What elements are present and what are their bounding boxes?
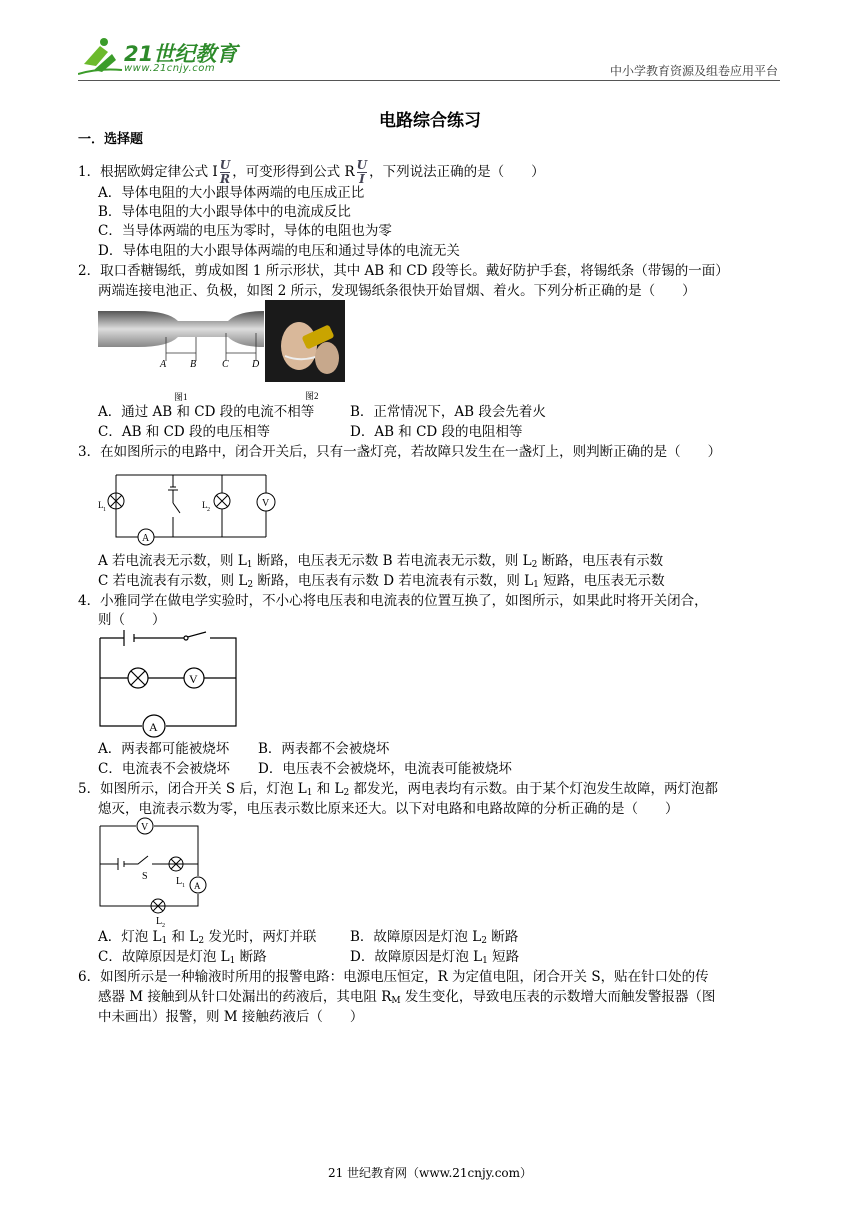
q3-l2-label: L [202,500,208,510]
q2-stem-1: 2．取口香糖锡纸，剪成如图 1 所示形状，其中 AB 和 CD 段等长。戴好防护手套，将锡纸条（带锡的一面） [78,263,729,279]
q3-options-row-2: C 若电流表有示数，则 $L_2$ 断路，电压表有示数 D 若电流表有示数，则 $L_1$ 短路，电压表无示数 [98,573,665,590]
q5-circuit-diagram [98,816,214,928]
section-heading: 一．选择题 [78,132,144,147]
logo-url: www.21cnjy.com [124,63,216,74]
q5-switch-label: S [142,871,148,882]
q3-ammeter-label: A [142,533,150,544]
q2-option-a[interactable]: A．通过 AB 和 CD 段的电流不相等 [98,404,315,420]
fig1-point-b: B [190,359,197,370]
q5-voltmeter-label: V [141,822,149,833]
q1-frac-ur: $\frac{U}{R}$ [219,158,231,186]
q1-option-a[interactable]: A．导体电阻的大小跟导体两端的电压成正比 [98,185,365,201]
q3-l1-sub: 1 [103,507,106,513]
logo-text: 21世纪教育 [124,42,238,66]
fig1-point-c: C [222,359,229,370]
q3-l2-sub: 2 [207,507,210,513]
q2-figure-2 [265,300,345,402]
q2-stem-2: 两端连接电池正、负极，如图 2 所示，发现锡纸条很快开始冒烟、着火。下列分析正确的是（ ） [98,283,696,299]
q4-voltmeter-label: V [189,672,198,686]
q5-l1-sub: 1 [182,883,185,889]
q5-option-d[interactable]: D．故障原因是灯泡 $L_1$ 短路 [350,949,520,966]
q1-stem: 1．根据欧姆定律公式 I $\frac{U}{R}$ ，可变形得到公式 R $\frac{U}{I}$ ，下列说法正确的是（ ） [78,158,545,186]
q2-figure-1 [98,303,264,403]
page-title: 电路综合练习 [379,111,481,131]
q5-option-b[interactable]: B．故障原因是灯泡 $L_2$ 断路 [350,929,519,946]
q3-voltmeter-label: V [262,498,270,509]
q4-option-d[interactable]: D．电压表不会被烧坏，电流表可能被烧坏 [258,761,512,777]
q5-option-a[interactable]: A．灯泡 $L_1$ 和 $L_2$ 发光时，两灯并联 [98,929,317,946]
q5-l2-label: L [156,916,163,927]
footer: 21 世纪教育网（www.21cnjy.com） [327,1166,533,1180]
q6-stem-1: 6．如图所示是一种输液时所用的报警电路：电源电压恒定，R 为定值电阻，闭合开关 S，贴在针口处的传 [78,969,709,985]
q4-stem-2: 则（ ） [98,612,166,628]
fig1-point-d: D [252,359,260,370]
q4-circuit-diagram [98,628,240,740]
q1-option-d[interactable]: D．导体电阻的大小跟导体两端的电压和通过导体的电流无关 [98,243,460,259]
q6-stem-3: 中未画出）报警，则 M 接触药液后（ ） [98,1009,364,1025]
q4-stem-1: 4．小雅同学在做电学实验时，不小心将电压表和电流表的位置互换了，如图所示，如果此时将开关闭合， [78,593,708,609]
header-logo [78,34,238,78]
fig1-caption: 图1 [174,392,188,402]
q2-option-d[interactable]: D．AB 和 CD 段的电阻相等 [350,424,523,440]
q5-l2-sub: 2 [162,923,165,928]
q5-stem-1: 5．如图所示，闭合开关 S 后，灯泡 $L_1$ 和 $L_2$ 都发光，两电表均有示数。由于某个灯泡发生故障，两灯泡都 [78,781,719,798]
q3-options-row-1: A 若电流表无示数，则 $L_1$ 断路，电压表无示数 B 若电流表无示数，则 $L_2$ 断路，电压表有示数 [98,553,664,570]
q3-l1-label: L [98,500,104,510]
header-platform: 中小学教育资源及组卷应用平台 [609,64,778,78]
q4-option-a[interactable]: A．两表都可能被烧坏 [98,741,230,757]
q5-option-c[interactable]: C．故障原因是灯泡 $L_1$ 断路 [98,949,267,966]
header-divider [78,80,780,81]
q3-stem: 3．在如图所示的电路中，闭合开关后，只有一盏灯亮，若故障只发生在一盏灯上，则判断正确的是（ ） [78,444,722,460]
q4-option-c[interactable]: C．电流表不会被烧坏 [98,761,230,777]
q5-l1-label: L [176,876,183,887]
q2-option-c[interactable]: C．AB 和 CD 段的电压相等 [98,424,271,440]
q6-stem-2: 感器 M 接触到从针口处漏出的药液后，其电阻 $R_M$ 发生变化，导致电压表的示数增大而触发警报器（图 [98,989,716,1006]
fig1-point-a: A [160,359,167,370]
q3-circuit-diagram [98,463,288,551]
q1-option-c[interactable]: C．当导体两端的电压为零时，导体的电阻也为零 [98,223,392,239]
q5-stem-2: 熄灭，电流表示数为零，电压表示数比原来还大。以下对电路和电路故障的分析正确的是（ ） [98,801,679,817]
q1-frac-ui: $\frac{U}{I}$ [356,158,368,186]
q4-ammeter-label: A [149,720,158,734]
q1-option-b[interactable]: B．导体电阻的大小跟导体中的电流成反比 [98,204,351,220]
q5-ammeter-label: A [194,881,201,891]
q2-option-b[interactable]: B．正常情况下，AB 段会先着火 [350,404,546,420]
fig2-caption: 图2 [305,391,319,401]
q4-option-b[interactable]: B．两表都不会被烧坏 [258,741,390,757]
